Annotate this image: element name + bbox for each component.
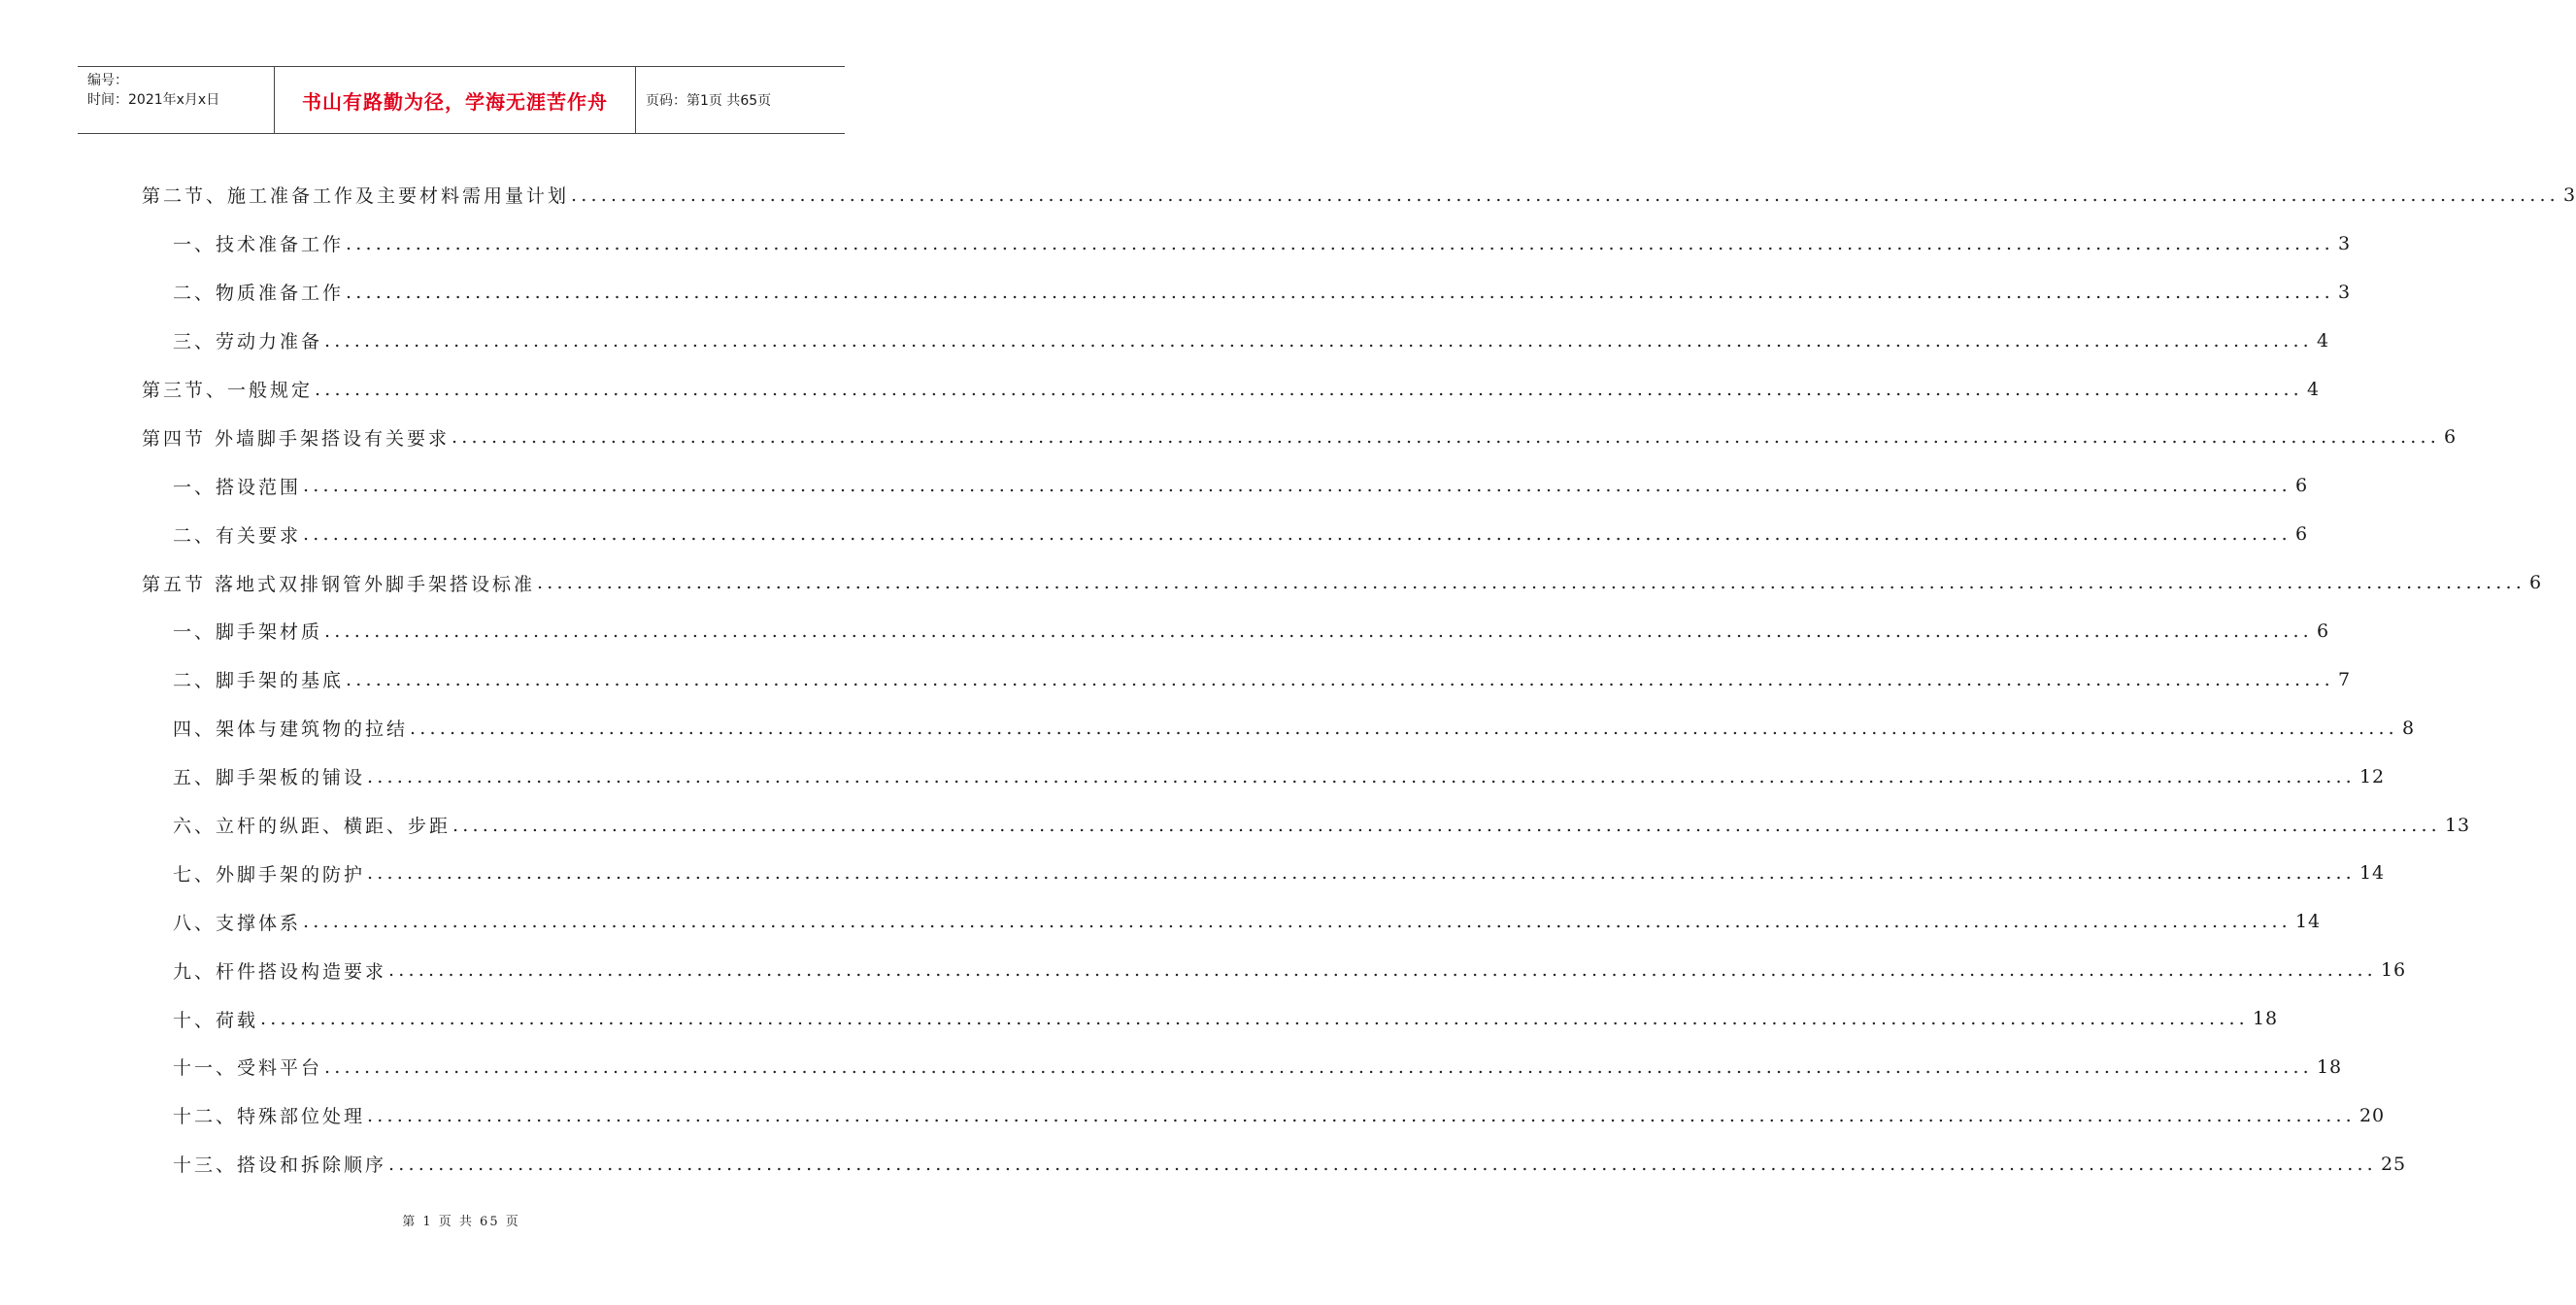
toc-entry-title: 六、立杆的纵距、横距、步距: [173, 816, 452, 838]
code-label: 编号：: [87, 73, 128, 88]
toc-dot-leader: ........................................................................................................................................................................................................: [303, 475, 2292, 497]
toc-entry[interactable]: [142, 753, 2386, 801]
toc-entry-page-number: 3: [2562, 184, 2576, 206]
toc-entry[interactable]: [142, 413, 2458, 461]
toc-entry-title: 三、劳动力准备: [173, 331, 323, 353]
toc-entry-title: 五、脚手架板的铺设: [173, 767, 366, 789]
motto-text: 书山有路勤为径，学海无涯苦作舟: [302, 89, 608, 114]
toc-dot-leader: ........................................................................................................................................................................................................: [303, 911, 2292, 933]
page-footer: 第 1 页 共 65 页: [402, 1215, 520, 1229]
toc-entry[interactable]: [142, 607, 2330, 655]
toc-entry-title: 十、荷载: [173, 1009, 259, 1031]
toc-entry-page-number: 12: [2359, 765, 2386, 787]
toc-dot-leader: ........................................................................................................................................................................................................: [324, 329, 2313, 351]
toc-entry-title: 九、杆件搭设构造要求: [173, 960, 387, 983]
toc-entry-title: 二、脚手架的基底: [173, 670, 345, 692]
toc-entry-page-number: 6: [2528, 572, 2543, 594]
table-of-contents: [142, 171, 2576, 1188]
toc-entry-page-number: 4: [2316, 329, 2330, 351]
toc-dot-leader: ........................................................................................................................................................................................................: [303, 523, 2292, 546]
toc-dot-leader: ........................................................................................................................................................................................................: [452, 814, 2441, 836]
toc-entry-page-number: 4: [2306, 378, 2321, 400]
toc-entry[interactable]: [142, 1140, 2407, 1188]
toc-dot-leader: ........................................................................................................................................................................................................: [452, 426, 2440, 449]
toc-dot-leader: ........................................................................................................................................................................................................: [388, 959, 2377, 982]
toc-entry[interactable]: [142, 655, 2352, 704]
toc-entry[interactable]: [142, 994, 2279, 1043]
toc-entry-page-number: 6: [2443, 426, 2458, 449]
toc-dot-leader: ........................................................................................................................................................................................................: [410, 717, 2398, 739]
toc-dot-leader: ........................................................................................................................................................................................................: [537, 572, 2526, 594]
toc-entry-title: 一、脚手架材质: [173, 621, 323, 644]
toc-entry-title: 十一、受料平台: [173, 1057, 323, 1080]
toc-entry[interactable]: [142, 704, 2416, 753]
toc-entry[interactable]: [142, 317, 2330, 365]
toc-entry-title: 第五节 落地式双排钢管外脚手架搭设标准: [142, 573, 536, 595]
toc-dot-leader: ........................................................................................................................................................................................................: [346, 668, 2334, 690]
toc-entry-page-number: 14: [2294, 911, 2322, 933]
header-meta: [78, 67, 275, 133]
toc-entry-title: 一、技术准备工作: [173, 234, 345, 256]
toc-dot-leader: ........................................................................................................................................................................................................: [346, 281, 2334, 303]
toc-dot-leader: ........................................................................................................................................................................................................: [324, 1055, 2313, 1078]
toc-entry-page-number: 3: [2337, 232, 2352, 254]
page-header: [78, 66, 845, 134]
toc-entry-title: 二、有关要求: [173, 524, 302, 547]
toc-entry-page-number: 8: [2401, 717, 2416, 739]
toc-entry-page-number: 3: [2337, 281, 2352, 303]
toc-entry-page-number: 14: [2359, 862, 2386, 885]
header-motto-cell: [275, 67, 636, 133]
toc-entry-page-number: 7: [2337, 668, 2352, 690]
header-page-cell: [636, 67, 845, 133]
toc-dot-leader: ........................................................................................................................................................................................................: [315, 378, 2303, 400]
toc-entry-page-number: 6: [2294, 475, 2309, 497]
toc-entry-page-number: 13: [2444, 814, 2471, 836]
toc-entry[interactable]: [142, 171, 2576, 219]
toc-entry[interactable]: [142, 801, 2471, 850]
toc-entry[interactable]: [142, 461, 2309, 510]
toc-entry-title: 十二、特殊部位处理: [173, 1106, 366, 1128]
date-label: 时间：2021年x月x日: [87, 92, 220, 108]
toc-entry[interactable]: [142, 365, 2321, 414]
toc-entry-title: 第二节、施工准备工作及主要材料需用量计划: [142, 185, 570, 208]
toc-entry-title: 第三节、一般规定: [142, 380, 314, 401]
toc-entry-page-number: 18: [2316, 1055, 2343, 1078]
toc-dot-leader: ........................................................................................................................................................................................................: [324, 619, 2313, 642]
toc-entry[interactable]: [142, 849, 2386, 897]
toc-entry-page-number: 25: [2380, 1153, 2407, 1175]
toc-entry[interactable]: [142, 219, 2352, 268]
toc-dot-leader: ........................................................................................................................................................................................................: [367, 862, 2356, 885]
toc-entry[interactable]: [142, 510, 2309, 558]
toc-entry[interactable]: [142, 1091, 2386, 1140]
toc-entry-page-number: 6: [2294, 523, 2309, 546]
toc-dot-leader: ........................................................................................................................................................................................................: [571, 184, 2559, 206]
toc-dot-leader: ........................................................................................................................................................................................................: [367, 1104, 2356, 1126]
toc-dot-leader: ........................................................................................................................................................................................................: [260, 1008, 2249, 1030]
toc-entry-title: 二、物质准备工作: [173, 283, 345, 305]
toc-entry-title: 一、搭设范围: [173, 476, 302, 498]
page-info: 页码：第1页 共65页: [646, 93, 772, 109]
toc-entry[interactable]: [142, 558, 2543, 607]
toc-entry-page-number: 16: [2380, 959, 2407, 982]
toc-dot-leader: ........................................................................................................................................................................................................: [346, 232, 2334, 254]
toc-entry[interactable]: [142, 268, 2352, 317]
toc-entry-title: 八、支撑体系: [173, 912, 302, 934]
toc-dot-leader: ........................................................................................................................................................................................................: [367, 765, 2356, 787]
toc-entry-title: 第四节 外墙脚手架搭设有关要求: [142, 427, 451, 450]
toc-entry[interactable]: [142, 946, 2407, 994]
toc-entry-page-number: 20: [2359, 1104, 2386, 1126]
toc-entry-title: 十三、搭设和拆除顺序: [173, 1154, 387, 1177]
toc-entry-page-number: 6: [2316, 619, 2330, 642]
toc-entry-page-number: 18: [2252, 1008, 2279, 1030]
toc-dot-leader: ........................................................................................................................................................................................................: [388, 1153, 2377, 1175]
toc-entry-title: 七、外脚手架的防护: [173, 863, 366, 886]
toc-entry[interactable]: [142, 897, 2322, 946]
toc-entry-title: 四、架体与建筑物的拉结: [173, 719, 409, 741]
toc-entry[interactable]: [142, 1043, 2343, 1091]
